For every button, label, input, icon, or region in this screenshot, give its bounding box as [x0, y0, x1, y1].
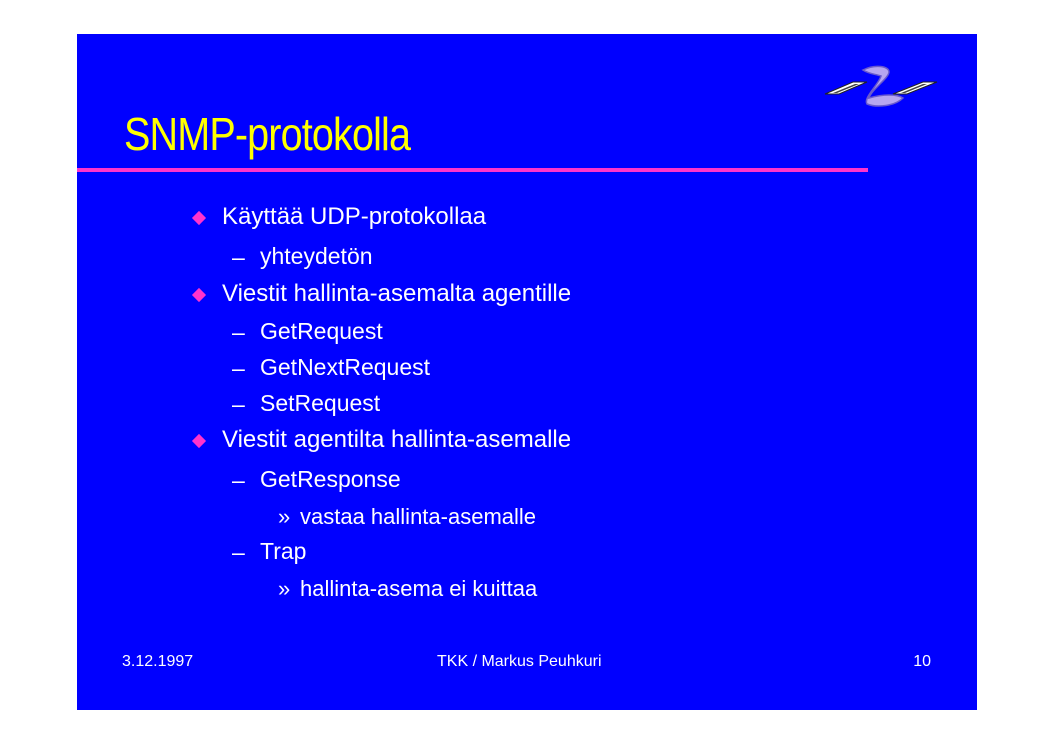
- diamond-bullet-icon: [192, 434, 206, 448]
- raquo-marker: »: [278, 504, 291, 529]
- bullet-item: Käyttää UDP-protokollaa: [222, 203, 487, 230]
- diamond-bullet-icon: [192, 211, 206, 225]
- slide: [77, 34, 977, 710]
- dash-marker: –: [232, 391, 245, 417]
- title-underline: [77, 168, 868, 172]
- sub-sub-item: vastaa hallinta-asemalle: [300, 504, 537, 529]
- bullet-item: Viestit hallinta-asemalta agentille: [222, 280, 572, 307]
- bullet-item: Viestit agentilta hallinta-asemalle: [222, 426, 572, 453]
- sub-item: GetResponse: [260, 466, 401, 492]
- diamond-bullet-icon: [192, 288, 206, 302]
- footer-date: 3.12.1997: [122, 653, 194, 670]
- slide-title: SNMP-protokolla: [124, 108, 411, 160]
- dash-marker: –: [232, 319, 245, 345]
- sub-item: GetRequest: [260, 318, 383, 344]
- sub-sub-item: hallinta-asema ei kuittaa: [300, 576, 538, 601]
- dash-marker: –: [232, 467, 245, 493]
- tkk-z-logo-icon: [823, 60, 939, 112]
- sub-item: yhteydetön: [260, 243, 373, 269]
- dash-marker: –: [232, 355, 245, 381]
- dash-marker: –: [232, 539, 245, 565]
- footer-page-number: 10: [913, 653, 931, 670]
- dash-marker: –: [232, 244, 245, 270]
- raquo-marker: »: [278, 576, 291, 601]
- sub-item: Trap: [260, 538, 307, 564]
- sub-item: GetNextRequest: [260, 354, 431, 380]
- sub-item: SetRequest: [260, 390, 381, 416]
- footer-author: TKK / Markus Peuhkuri: [437, 653, 602, 670]
